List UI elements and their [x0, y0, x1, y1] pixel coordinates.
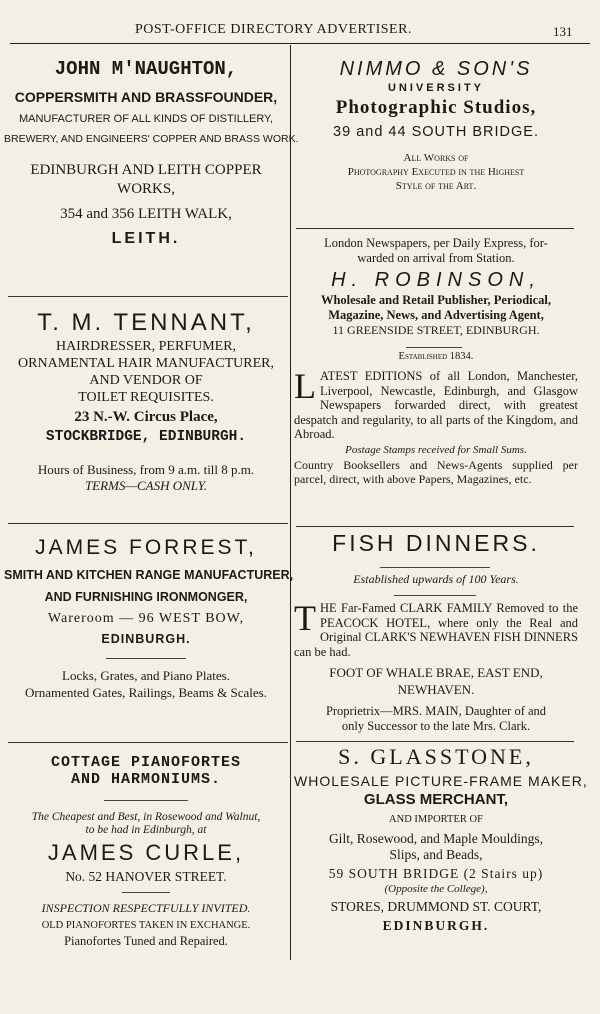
ad-established: Established 1834. — [398, 351, 474, 362]
ad-body-text: ATEST EDITIONS of all London, Manchester, Liverpool, Newcastle, Edinburgh, and Glasgow Newspapers forwarded direct, with greatest despatch and regularity, to all parts of the Kingdom, and Abroad. — [294, 369, 578, 441]
short-rule — [122, 892, 170, 893]
header-title: POST-OFFICE DIRECTORY ADVERTISER. — [135, 22, 412, 37]
ad-line: AND FURNISHING IRONMONGER, — [44, 590, 248, 604]
page-number: 131 — [553, 24, 573, 39]
ad-divider — [296, 526, 574, 527]
ad-line: Locks, Grates, and Piano Plates. — [62, 668, 230, 683]
short-rule — [106, 658, 186, 659]
ad-line: Photographic Studios, — [335, 97, 537, 118]
ad-line: WORKS, — [117, 181, 175, 197]
ad-divider — [8, 742, 288, 743]
drop-cap: L — [294, 366, 316, 406]
ad-address: 354 and 356 LEITH WALK, — [60, 206, 232, 222]
short-rule — [394, 595, 476, 596]
ad-line: AND VENDOR OF — [89, 373, 203, 388]
ad-address: 59 SOUTH BRIDGE (2 Stairs up) — [328, 866, 544, 881]
ad-line: UNIVERSITY — [387, 82, 484, 94]
ad-mcnaughton — [4, 58, 299, 248]
short-rule — [380, 567, 490, 568]
ad-country: Country Booksellers and News-Agents supplied per parcel, direct, with above Papers, Magazines, etc. — [294, 457, 578, 486]
ad-terms: TERMS—CASH ONLY. — [84, 478, 208, 493]
ad-line: SMITH AND KITCHEN RANGE MANUFACTURER, — [4, 568, 294, 582]
ad-fish — [294, 530, 578, 734]
ad-hours: Hours of Business, from 9 a.m. till 8 p.m. — [37, 462, 255, 477]
ad-divider — [296, 741, 574, 742]
ad-line: Proprietrix—MRS. MAIN, Daughter of and — [325, 704, 547, 718]
ad-name: NIMMO & SON'S — [339, 58, 533, 80]
ad-address: No. 52 HANOVER STREET. — [65, 869, 227, 884]
ad-nimmo — [294, 58, 578, 192]
ad-name: JOHN M'NAUGHTON, — [54, 58, 238, 80]
ad-robinson — [294, 236, 578, 487]
ad-line: only Successor to the late Mrs. Clark. — [341, 719, 531, 733]
ad-line: EDINBURGH AND LEITH COPPER — [30, 162, 262, 178]
ad-line: Ornamented Gates, Railings, Beams & Scales. — [25, 685, 267, 700]
ad-town: EDINBURGH. — [382, 918, 490, 933]
ad-divider — [296, 228, 574, 229]
ad-name: JAMES CURLE, — [47, 840, 245, 865]
ad-line: HAIRDRESSER, PERFUMER, — [55, 339, 237, 354]
ad-line: Magazine, News, and Advertising Agent, — [328, 308, 544, 322]
ad-divider — [8, 296, 288, 297]
ad-heading: FISH DINNERS. — [332, 530, 540, 556]
ad-line: ORNAMENTAL HAIR MANUFACTURER, — [18, 356, 274, 371]
ad-line: The Cheapest and Best, in Rosewood and Walnut, — [31, 811, 261, 823]
ad-body — [294, 598, 578, 659]
page-header — [0, 22, 600, 40]
ad-trade: COPPERSMITH AND BRASSFOUNDER, — [14, 89, 278, 105]
ad-curle — [4, 754, 288, 949]
ad-line: Wholesale and Retail Publisher, Periodical, — [320, 293, 552, 307]
ad-town: EDINBURGH. — [101, 632, 191, 646]
ad-address: 39 and 44 SOUTH BRIDGE. — [333, 124, 539, 140]
ad-address: 23 N.-W. Circus Place, — [74, 409, 218, 425]
ad-address: Wareroom — 96 WEST BOW, — [47, 611, 245, 626]
ad-line: (Opposite the College), — [384, 883, 488, 895]
drop-cap: T — [294, 598, 316, 638]
ad-line: GLASS MERCHANT, — [363, 791, 509, 808]
ad-line: London Newspapers, per Daily Express, for- — [324, 236, 548, 250]
ad-line: to be had in Edinburgh, at — [85, 824, 207, 836]
ad-line: Slips, and Beads, — [389, 847, 483, 862]
ad-line: STORES, DRUMMOND ST. COURT, — [330, 899, 542, 914]
short-rule — [406, 347, 462, 348]
ad-forrest — [4, 536, 294, 701]
ad-line: TOILET REQUISITES. — [78, 390, 214, 405]
ad-town: LEITH. — [111, 230, 181, 247]
ad-divider — [8, 523, 288, 524]
ad-line: BREWERY, AND ENGINEERS' COPPER AND BRASS WORK. — [4, 133, 299, 145]
ad-line: Style of the Art. — [395, 180, 477, 192]
ad-name: T. M. TENNANT, — [37, 309, 255, 336]
ad-line: All Works of — [403, 152, 469, 164]
ad-heading: COTTAGE PIANOFORTES — [50, 754, 242, 771]
ad-line: MANUFACTURER OF ALL KINDS OF DISTILLERY, — [18, 113, 274, 125]
ad-town: STOCKBRIDGE, EDINBURGH. — [45, 429, 247, 445]
ad-name: H. ROBINSON, — [331, 269, 541, 291]
ad-line: INSPECTION RESPECTFULLY INVITED. — [41, 901, 251, 915]
ad-body-text: HE Far-Famed CLARK FAMILY Removed to the PEACOCK HOTEL, where only the Real and Original CLARK'S NEWHAVEN FISH DINNERS can be had. — [294, 601, 578, 659]
ad-line: WHOLESALE PICTURE-FRAME MAKER, — [294, 773, 588, 789]
ad-address: FOOT OF WHALE BRAE, EAST END, — [329, 665, 543, 680]
ad-glasstone — [294, 744, 588, 934]
ad-line: OLD PIANOFORTES TAKEN IN EXCHANGE. — [41, 920, 251, 931]
column-divider — [290, 45, 291, 960]
header-rule — [10, 43, 590, 44]
ad-established: Established upwards of 100 Years. — [353, 572, 519, 586]
ad-heading: AND HARMONIUMS. — [70, 771, 222, 788]
ad-line: Postage Stamps received for Small Sums. — [345, 443, 527, 456]
ad-line: Photography Executed in the Highest — [347, 166, 525, 178]
ad-name: S. GLASSTONE, — [338, 744, 534, 769]
ad-body — [294, 366, 578, 442]
ad-line: Pianofortes Tuned and Repaired. — [64, 934, 228, 948]
ad-line: warded on arrival from Station. — [357, 251, 515, 265]
ad-address: NEWHAVEN. — [397, 682, 475, 697]
ad-line: Gilt, Rosewood, and Maple Mouldings, — [328, 831, 544, 846]
ad-address: 11 GREENSIDE STREET, EDINBURGH. — [332, 323, 540, 337]
ad-tennant — [4, 309, 288, 494]
short-rule — [104, 800, 188, 801]
ad-line: AND IMPORTER OF — [389, 814, 483, 825]
ad-name: JAMES FORREST, — [35, 536, 257, 559]
